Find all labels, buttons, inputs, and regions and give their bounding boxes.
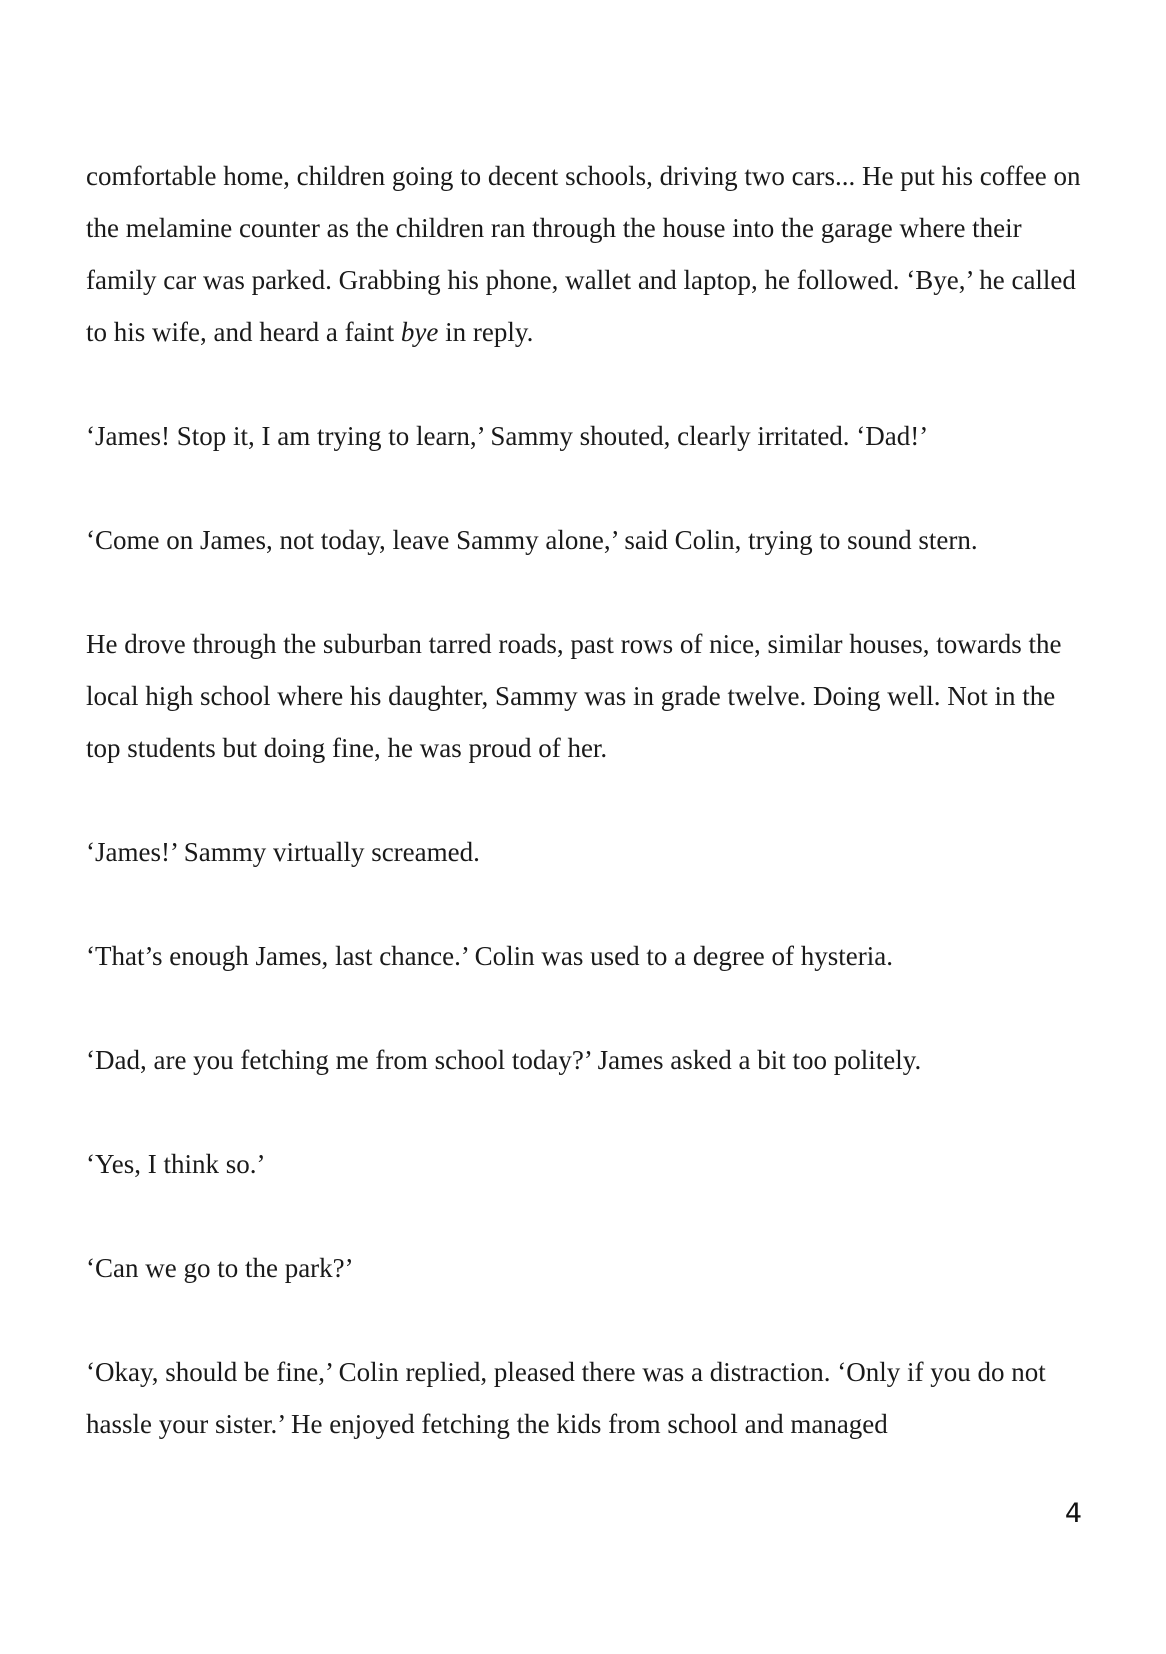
paragraph-1-text-end: in reply. — [438, 317, 534, 347]
paragraph-1-emphasis: bye — [400, 317, 439, 347]
body-text — [86, 150, 1096, 1450]
paragraph-3: ‘Come on James, not today, leave Sammy alone,’ said Colin, trying to sound stern. — [86, 525, 978, 555]
paragraph-6: ‘That’s enough James, last chance.’ Colin was used to a degree of hysteria. — [86, 941, 893, 971]
paragraph-7: ‘Dad, are you fetching me from school today?’ James asked a bit too politely. — [86, 1045, 922, 1075]
paragraph-5: ‘James!’ Sammy virtually screamed. — [86, 837, 480, 867]
paragraph-10: ‘Okay, should be fine,’ Colin replied, pleased there was a distraction. ‘Only if you do not hassle your sister.’ He enjoyed fetching the kids from school and managed — [86, 1357, 1046, 1439]
paragraph-8: ‘Yes, I think so.’ — [86, 1149, 266, 1179]
paragraph-4: He drove through the suburban tarred roads, past rows of nice, similar houses, towards the local high school where his daughter, Sammy was in grade twelve. Doing well. Not in the top students but doing fine, he was proud of her. — [86, 629, 1062, 763]
paragraph-2: ‘James! Stop it, I am trying to learn,’ Sammy shouted, clearly irritated. ‘Dad!’ — [86, 421, 929, 451]
paragraph-9: ‘Can we go to the park?’ — [86, 1253, 354, 1283]
page-number: 4 — [1064, 1498, 1082, 1529]
paragraph-1 — [86, 150, 1096, 358]
paragraph-1-text-start: comfortable home, children going to decent schools, driving two cars... He put his coffee on the melamine counter as the children ran through the house into the garage where their family car was parked. Grabbing his phone, wallet and laptop, he followed. ‘Bye,’ he called to his wife, and heard a faint — [86, 161, 1081, 347]
